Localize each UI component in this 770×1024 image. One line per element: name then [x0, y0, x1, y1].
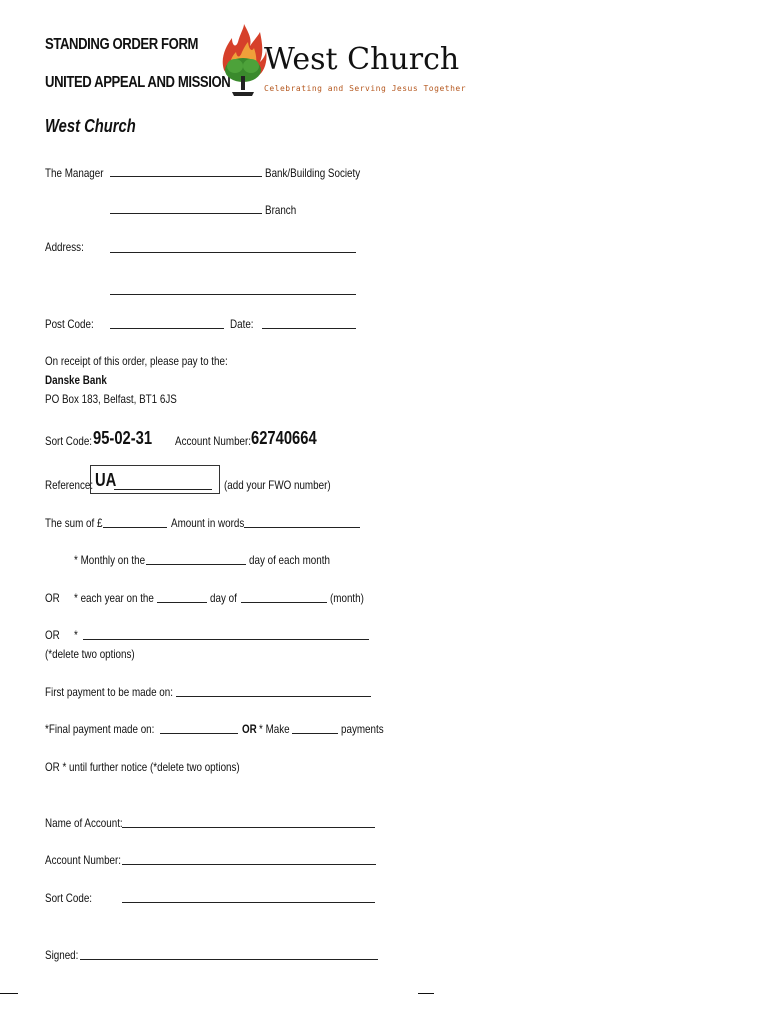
other-option-star: * [74, 628, 78, 642]
yearly-month-field[interactable] [241, 592, 327, 603]
first-payment-field[interactable] [176, 686, 371, 697]
sum-label: The sum of £ [45, 516, 103, 530]
reference-field[interactable] [114, 479, 212, 490]
sort-code-label: Sort Code: [45, 891, 93, 905]
form-title: STANDING ORDER FORM [45, 36, 199, 53]
monthly-day-field[interactable] [146, 554, 246, 565]
reference-prefix: UA [95, 470, 117, 490]
address-field-2[interactable] [110, 284, 356, 295]
yearly-month-label: (month) [330, 591, 364, 605]
sort-code-field[interactable] [122, 892, 375, 903]
page-edge-mark-left [0, 993, 18, 994]
or-label-2: OR [45, 628, 60, 642]
church-name: West Church [45, 116, 136, 136]
date-field[interactable] [262, 318, 356, 329]
first-payment-label: First payment to be made on: [45, 685, 173, 699]
postcode-label: Post Code: [45, 317, 94, 331]
account-number-field[interactable] [122, 854, 376, 865]
branch-label: Branch [265, 203, 297, 217]
name-of-account-label: Name of Account: [45, 816, 123, 830]
reference-label: Reference: [45, 478, 94, 492]
branch-field[interactable] [110, 203, 262, 214]
sum-field[interactable] [103, 517, 167, 528]
payee-intro: On receipt of this order, please pay to the: [45, 354, 228, 368]
flame-tree-logo-icon [218, 24, 268, 98]
account-number-label: Account Number: [45, 853, 122, 867]
final-payment-label: *Final payment made on: [45, 722, 155, 736]
signed-label: Signed: [45, 948, 79, 962]
bank-label: Bank/Building Society [265, 166, 361, 180]
reference-hint: (add your FWO number) [224, 478, 331, 492]
monthly-label: * Monthly on the [74, 553, 146, 567]
yearly-dayof-label: day of [210, 591, 237, 605]
amount-words-field[interactable] [244, 517, 360, 528]
sortcode-value: 95-02-31 [93, 428, 153, 448]
yearly-day-field[interactable] [157, 592, 207, 603]
address-field-1[interactable] [110, 242, 356, 253]
logo-wordmark: West Church [264, 42, 460, 77]
or-label-1: OR [45, 591, 60, 605]
postcode-field[interactable] [110, 318, 224, 329]
amount-words-label: Amount in words [171, 516, 245, 530]
yearly-label: * each year on the [74, 591, 154, 605]
further-notice: OR * until further notice (*delete two options) [45, 760, 240, 774]
logo-tagline: Celebrating and Serving Jesus Together [264, 84, 467, 93]
payee-address: PO Box 183, Belfast, BT1 6JS [45, 392, 177, 406]
manager-label: The Manager [45, 166, 104, 180]
monthly-suffix: day of each month [249, 553, 330, 567]
make-label: * Make [259, 722, 290, 736]
page-edge-mark-right [418, 993, 434, 994]
payments-count-field[interactable] [292, 723, 338, 734]
final-payment-field[interactable] [160, 723, 238, 734]
delete-note: (*delete two options) [45, 647, 135, 661]
other-option-field[interactable] [83, 629, 369, 640]
account-value: 62740664 [251, 428, 317, 448]
payee-bank: Danske Bank [45, 373, 107, 387]
church-logo [218, 24, 467, 100]
name-of-account-field[interactable] [122, 817, 375, 828]
bank-name-field[interactable] [110, 166, 262, 177]
payments-label: payments [341, 722, 384, 736]
address-label: Address: [45, 240, 84, 254]
form-subtitle: UNITED APPEAL AND MISSION [45, 74, 231, 91]
or-label-3: OR [242, 722, 257, 736]
signature-field[interactable] [80, 949, 378, 960]
date-label: Date: [230, 317, 254, 331]
manager-row [45, 166, 116, 180]
account-label: Account Number: [175, 434, 252, 448]
sortcode-label: Sort Code: [45, 434, 93, 448]
